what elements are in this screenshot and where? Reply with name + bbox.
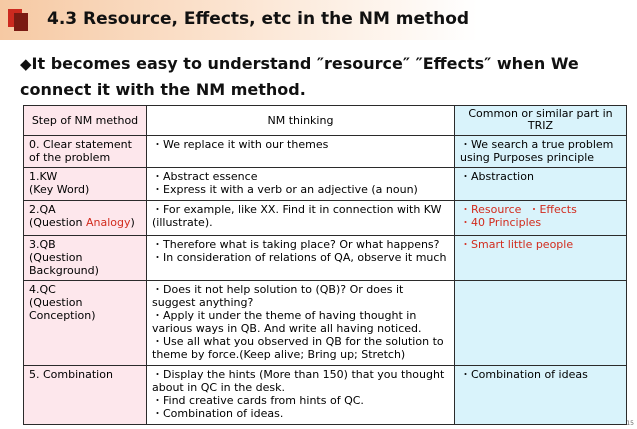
table-row — [24, 280, 627, 365]
triz-cell: ・We search a true problem using Purposes principle — [455, 135, 627, 168]
step-cell: 3.QB (Question Background) — [24, 235, 147, 280]
thinking-cell: ・Therefore what is taking place? Or what happens? ・In consideration of relations of QA, observe it much — [147, 235, 455, 280]
thinking-cell: ・Display the hints (More than 150) that you thought about in QC in the desk. ・Find creative cards from hints of QC. ・Combination of ideas. — [147, 365, 455, 424]
intro-text: It becomes easy to understand ″resource″ ″Effects″ when We connect it with the NM method. — [20, 54, 579, 99]
thinking-cell: ・Abstract essence ・Express it with a verb or an adjective (a noun) — [147, 168, 455, 201]
step-cell: 0. Clear statement of the problem — [24, 135, 147, 168]
table-header-row — [24, 106, 627, 136]
triz-cell: ・Smart little people — [455, 235, 627, 280]
step-cell: 4.QC (Question Conception) — [24, 280, 147, 365]
slide-logo-icon — [8, 9, 28, 31]
triz-cell: ・Resource ・Effects ・40 Principles — [455, 201, 627, 236]
triz-cell: ・Abstraction — [455, 168, 627, 201]
triz-cell: ・Combination of ideas — [455, 365, 627, 424]
page-number: 15 — [626, 420, 634, 427]
step-cell: 2.QA (Question Analogy) — [24, 201, 147, 236]
table-row — [24, 168, 627, 201]
analogy-highlight: Analogy — [86, 216, 131, 230]
table-row — [24, 135, 627, 168]
diamond-bullet-icon: ◆ — [20, 55, 32, 73]
step-cell: 1.KW (Key Word) — [24, 168, 147, 201]
table-row — [24, 365, 627, 424]
table-row — [24, 201, 627, 236]
header-triz: Common or similar part in TRIZ — [455, 106, 627, 136]
step-cell: 5. Combination — [24, 365, 147, 424]
thinking-cell: ・Does it not help solution to (QB)? Or does it suggest anything? ・Apply it under the theme of having thought in various ways in QB. And write all having noticed. ・Use all what you observed in QB for the solution to theme by force.(Keep alive; Bring up; Stretch) — [147, 280, 455, 365]
slide-title: 4.3 Resource, Effects, etc in the NM method — [47, 9, 470, 29]
header-step: Step of NM method — [24, 106, 147, 136]
nm-method-table — [23, 105, 627, 425]
thinking-cell: ・For example, like XX. Find it in connection with KW (illustrate). — [147, 201, 455, 236]
table-row — [24, 235, 627, 280]
header-nm-thinking: NM thinking — [147, 106, 455, 136]
intro-statement — [20, 51, 630, 102]
triz-cell — [455, 280, 627, 365]
thinking-cell: ・We replace it with our themes — [147, 135, 455, 168]
